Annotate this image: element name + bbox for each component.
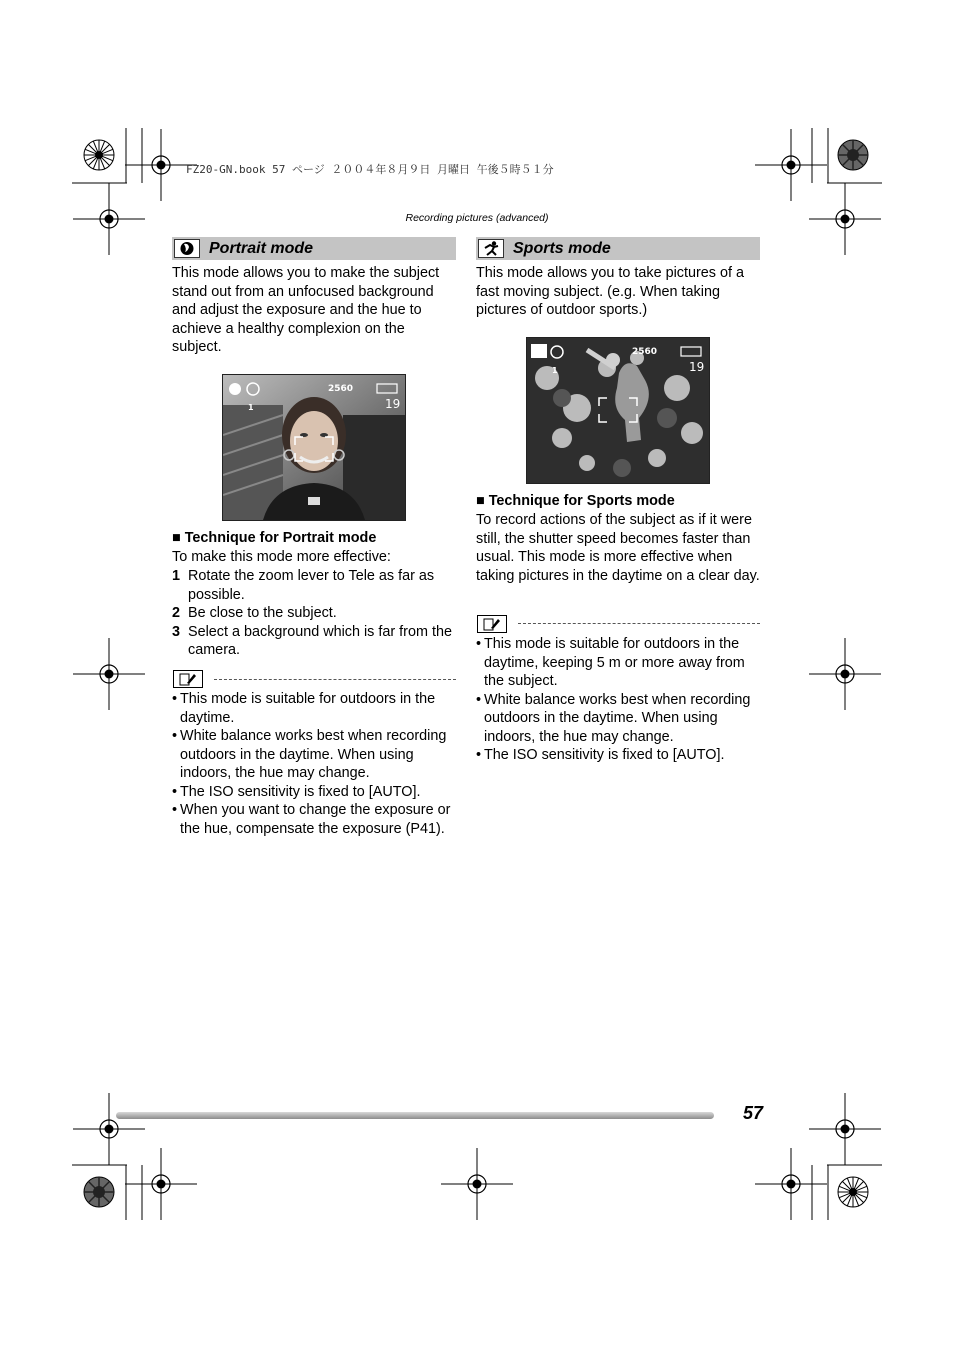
step-text: Be close to the subject. <box>188 605 337 621</box>
portrait-intro: This mode allows you to make the subject stand out from an unfocused background and adjust the exposure and the hue to achieve a healthy complexion on the subject. <box>172 265 440 355</box>
bullet-dot-icon: • <box>172 802 178 818</box>
step-number: 2 <box>172 605 181 621</box>
portrait-notes <box>172 690 456 838</box>
print-header: FZ20-GN.book 57 ページ ２００４年８月９日 月曜日 午後５時５１分 <box>186 163 554 176</box>
step-text: Select a background which is far from the camera. <box>188 623 452 658</box>
portrait-section-title: Portrait mode <box>209 240 314 257</box>
note-item <box>172 727 456 783</box>
sports-photo-image <box>527 338 709 483</box>
note-text: This mode is suitable for outdoors in the daytime, keeping 5 m or more away from the subject. <box>484 636 745 689</box>
portrait-technique-title-text: Technique for Portrait mode <box>184 530 377 546</box>
note-item <box>172 690 456 727</box>
portrait-photo-stabilizer: 1 <box>248 403 254 412</box>
portrait-photo-image <box>223 375 405 520</box>
sports-note-icon <box>477 615 507 633</box>
portrait-sample-photo <box>222 374 406 521</box>
note-item <box>476 635 760 691</box>
portrait-note-divider <box>214 679 456 680</box>
portrait-step <box>172 567 456 604</box>
portrait-step <box>172 604 456 623</box>
step-number: 3 <box>172 623 181 640</box>
note-item <box>476 691 760 747</box>
portrait-section-header <box>172 237 456 260</box>
bullet-dot-icon: • <box>476 691 482 708</box>
step-number: 1 <box>172 568 181 584</box>
sports-technique-title-text: Technique for Sports mode <box>488 493 675 509</box>
note-item <box>172 801 456 838</box>
sports-technique-title <box>476 493 760 509</box>
sports-photo-shots: 19 <box>689 360 705 374</box>
square-bullet-icon: ■ <box>172 530 185 546</box>
page-number: 57 <box>742 1103 763 1123</box>
portrait-mode-icon <box>174 239 200 258</box>
portrait-photo-resolution: 2560 <box>328 384 354 394</box>
sports-section-title: Sports mode <box>513 240 611 257</box>
note-item <box>476 746 760 765</box>
sports-photo-stabilizer: 1 <box>552 366 558 375</box>
sports-note-divider <box>518 623 760 624</box>
note-text: The ISO sensitivity is fixed to [AUTO]. <box>180 783 421 800</box>
sports-intro: This mode allows you to take pictures of a fast moving subject. (e.g. When taking pictures of outdoor sports.) <box>476 265 744 318</box>
portrait-steps <box>172 567 456 660</box>
note-text: White balance works best when recording outdoors in the daytime. When using indoors, the hue may change. <box>484 691 751 745</box>
bullet-dot-icon: • <box>172 783 178 800</box>
note-text: The ISO sensitivity is fixed to [AUTO]. <box>484 747 725 763</box>
sports-photo-resolution: 2560 <box>632 347 658 357</box>
note-item <box>172 783 456 802</box>
sports-technique-text: To record actions of the subject as if it were still, the shutter speed becomes faster than usual. This mode is more effective when taking pictures in the daytime on a clear day. <box>476 512 760 584</box>
bullet-dot-icon: • <box>476 636 482 652</box>
portrait-technique-title <box>172 530 456 546</box>
sports-mode-icon <box>478 239 504 258</box>
portrait-step <box>172 623 456 660</box>
note-text: When you want to change the exposure or the hue, compensate the exposure (P41). <box>180 802 451 837</box>
sports-notes <box>476 635 760 765</box>
step-text: Rotate the zoom lever to Tele as far as possible. <box>188 568 435 603</box>
sports-section-header <box>476 237 760 260</box>
portrait-photo-shots: 19 <box>385 397 401 411</box>
note-text: This mode is suitable for outdoors in the daytime. <box>180 691 436 726</box>
bullet-dot-icon: • <box>172 728 178 744</box>
sports-sample-photo <box>526 337 710 484</box>
bullet-dot-icon: • <box>172 691 178 707</box>
square-bullet-icon: ■ <box>476 493 489 509</box>
portrait-note-icon <box>173 670 203 688</box>
note-text: White balance works best when recording outdoors in the daytime. When using indoors, the hue may change. <box>180 728 447 781</box>
footer-bar <box>116 1112 714 1119</box>
portrait-technique-intro: To make this mode more effective: <box>172 549 391 565</box>
bullet-dot-icon: • <box>476 747 482 763</box>
running-head: Recording pictures (advanced) <box>405 212 549 224</box>
